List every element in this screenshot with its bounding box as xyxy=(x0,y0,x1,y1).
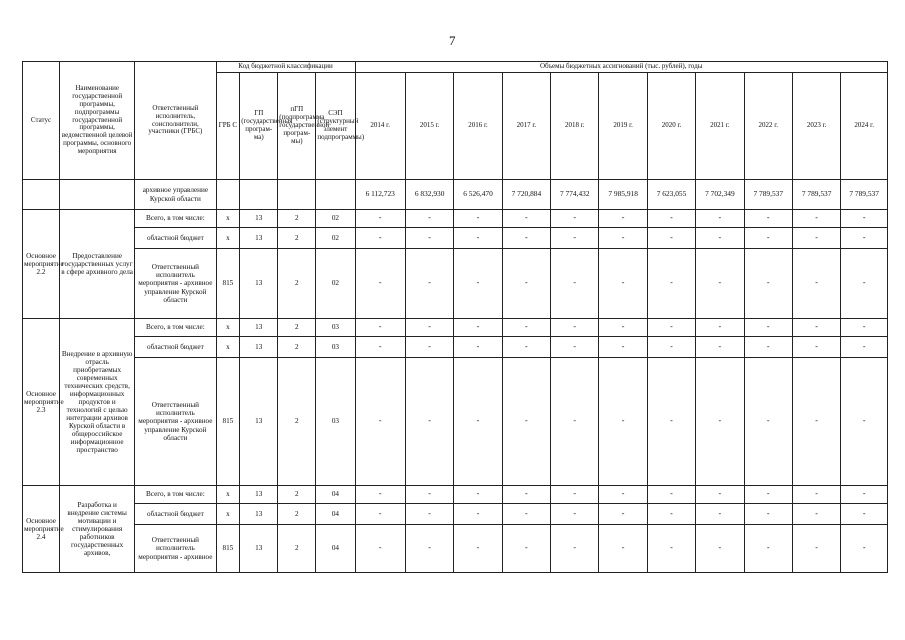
cell-value: - xyxy=(841,319,888,337)
cell-gp: 13 xyxy=(240,210,278,228)
cell-value: - xyxy=(454,486,502,504)
header-kbk: Код бюджетной классификации xyxy=(216,62,355,73)
cell-value: - xyxy=(696,210,744,228)
cell-name: Разработка и внедрение системы мотивации и стимулирования работников государственных архивов, xyxy=(60,486,135,573)
table-row xyxy=(23,337,888,358)
cell-value: - xyxy=(355,337,405,358)
cell-value: - xyxy=(454,337,502,358)
cell-pgp: 2 xyxy=(278,319,316,337)
table-row xyxy=(23,319,888,337)
table-row xyxy=(23,358,888,486)
cell-value: - xyxy=(696,525,744,573)
cell-value: - xyxy=(502,228,550,249)
cell-gp: 13 xyxy=(240,486,278,504)
cell-value: - xyxy=(792,486,840,504)
cell-value: - xyxy=(405,337,453,358)
cell-value: - xyxy=(841,210,888,228)
header-year: 2018 г. xyxy=(551,73,599,180)
header-year: 2023 г. xyxy=(792,73,840,180)
cell-value: - xyxy=(355,319,405,337)
cell-value: 7 720,884 xyxy=(502,180,550,210)
cell-status: Основное мероприятие 2.3 xyxy=(23,319,60,486)
cell-value: - xyxy=(841,525,888,573)
cell-value: 7 789,537 xyxy=(792,180,840,210)
table-row xyxy=(23,249,888,319)
cell-sep: 03 xyxy=(316,358,355,486)
table-row xyxy=(23,228,888,249)
cell-value: - xyxy=(502,504,550,525)
cell-pgp: 2 xyxy=(278,358,316,486)
cell-name: Предоставление государственных услуг в сфере архивного дела xyxy=(60,210,135,319)
cell-grbs: 815 xyxy=(216,358,240,486)
cell-value: - xyxy=(502,249,550,319)
cell-value: - xyxy=(744,319,792,337)
header-gp: ГП (государственная програм-ма) xyxy=(240,73,278,180)
cell-value: - xyxy=(696,486,744,504)
table-row xyxy=(23,504,888,525)
cell-value: - xyxy=(744,525,792,573)
cell xyxy=(23,180,60,210)
cell-value: - xyxy=(355,249,405,319)
cell-value: - xyxy=(647,525,695,573)
cell-pgp: 2 xyxy=(278,210,316,228)
cell-value: - xyxy=(355,504,405,525)
cell xyxy=(278,180,316,210)
header-name: Наименование государственной программы, подпрограммы государственной программы, ведомственной целевой программы, основного мероприятия xyxy=(60,62,135,180)
cell-value: - xyxy=(841,249,888,319)
cell-name: Внедрение в архивную отрасль приобретаемых современных технических средств, информационных продуктов и технологий с целью интеграции архивов Курской области в общероссийское информационное пространство xyxy=(60,319,135,486)
cell-value: - xyxy=(502,358,550,486)
cell-value: - xyxy=(355,358,405,486)
cell-value: - xyxy=(744,358,792,486)
cell-value: - xyxy=(454,319,502,337)
cell-value: - xyxy=(551,319,599,337)
cell-value: - xyxy=(502,525,550,573)
cell-grbs: x xyxy=(216,319,240,337)
cell-grbs: x xyxy=(216,210,240,228)
cell-grbs: x xyxy=(216,337,240,358)
cell-grbs: x xyxy=(216,486,240,504)
header-year: 2019 г. xyxy=(599,73,647,180)
cell-value: - xyxy=(647,210,695,228)
cell-executor: Ответственный исполнитель мероприятия - архивное управление Курской области xyxy=(135,249,216,319)
header-year: 2017 г. xyxy=(502,73,550,180)
header-year: 2022 г. xyxy=(744,73,792,180)
cell-grbs: 815 xyxy=(216,525,240,573)
cell xyxy=(316,180,355,210)
cell-sep: 02 xyxy=(316,210,355,228)
cell-value: 7 789,537 xyxy=(744,180,792,210)
cell-sep: 02 xyxy=(316,249,355,319)
page-number: 7 xyxy=(449,33,456,48)
cell-value: - xyxy=(696,504,744,525)
cell-value: 7 623,055 xyxy=(647,180,695,210)
cell xyxy=(216,180,240,210)
cell-sep: 04 xyxy=(316,504,355,525)
cell xyxy=(240,180,278,210)
cell-sep: 04 xyxy=(316,486,355,504)
cell-value: - xyxy=(599,319,647,337)
cell-value: - xyxy=(405,486,453,504)
cell-value: - xyxy=(599,358,647,486)
cell-value: - xyxy=(502,319,550,337)
header-year: 2015 г. xyxy=(405,73,453,180)
cell-value: - xyxy=(502,210,550,228)
cell-value: - xyxy=(454,504,502,525)
cell-value: - xyxy=(744,210,792,228)
cell-pgp: 2 xyxy=(278,228,316,249)
cell-value: - xyxy=(355,525,405,573)
cell-value: 7 702,349 xyxy=(696,180,744,210)
cell-value: - xyxy=(841,337,888,358)
cell-value: - xyxy=(647,358,695,486)
header-year: 2014 г. xyxy=(355,73,405,180)
header-sep: СЭП (структурный элемент подпрограммы) xyxy=(316,73,355,180)
cell-value: - xyxy=(792,249,840,319)
cell-executor: областной бюджет xyxy=(135,337,216,358)
cell-value: - xyxy=(647,337,695,358)
cell-pgp: 2 xyxy=(278,504,316,525)
cell-gp: 13 xyxy=(240,319,278,337)
cell-status: Основное мероприятие 2.2 xyxy=(23,210,60,319)
cell-sep: 02 xyxy=(316,228,355,249)
cell-value: - xyxy=(599,228,647,249)
cell-value: - xyxy=(551,504,599,525)
cell-value: - xyxy=(841,486,888,504)
cell-value: - xyxy=(841,504,888,525)
cell-value: - xyxy=(551,337,599,358)
cell-value: - xyxy=(551,358,599,486)
table-row xyxy=(23,486,888,504)
cell-grbs: 815 xyxy=(216,249,240,319)
header-year: 2016 г. xyxy=(454,73,502,180)
cell-value: 6 832,930 xyxy=(405,180,453,210)
header-pgp: пГП (подпрограмма государственной програм-мы) xyxy=(278,73,316,180)
cell-value: - xyxy=(405,525,453,573)
header-status: Статус xyxy=(23,62,60,180)
cell-gp: 13 xyxy=(240,337,278,358)
cell-executor: Всего, в том числе: xyxy=(135,210,216,228)
cell-value: - xyxy=(405,358,453,486)
cell-pgp: 2 xyxy=(278,249,316,319)
table-row xyxy=(23,180,888,210)
cell-value: - xyxy=(551,228,599,249)
cell-value: - xyxy=(792,228,840,249)
header-volumes: Объемы бюджетных ассигнований (тыс. рублей), годы xyxy=(355,62,888,73)
cell-value: 6 526,470 xyxy=(454,180,502,210)
cell-value: - xyxy=(454,525,502,573)
cell-value: - xyxy=(454,249,502,319)
header-grbs: ГРБ С xyxy=(216,73,240,180)
cell-executor: Всего, в том числе: xyxy=(135,319,216,337)
cell-value: - xyxy=(792,210,840,228)
cell-value: - xyxy=(744,249,792,319)
cell-value: - xyxy=(405,319,453,337)
cell-value: - xyxy=(599,486,647,504)
cell-grbs: x xyxy=(216,504,240,525)
cell-value: - xyxy=(792,358,840,486)
cell-sep: 04 xyxy=(316,525,355,573)
cell-executor: областной бюджет xyxy=(135,228,216,249)
budget-table xyxy=(22,61,888,573)
cell-executor: Всего, в том числе: xyxy=(135,486,216,504)
cell-grbs: x xyxy=(216,228,240,249)
cell-value: - xyxy=(551,525,599,573)
cell-value: - xyxy=(792,337,840,358)
cell-pgp: 2 xyxy=(278,337,316,358)
cell-executor: архивное управление Курской области xyxy=(135,180,216,210)
cell-executor: Ответственный исполнитель мероприятия - архивное управление Курской области xyxy=(135,358,216,486)
cell xyxy=(60,180,135,210)
table-row xyxy=(23,210,888,228)
cell-value: - xyxy=(551,249,599,319)
cell-value: - xyxy=(647,228,695,249)
cell-value: - xyxy=(599,525,647,573)
cell-value: 7 985,918 xyxy=(599,180,647,210)
cell-value: - xyxy=(744,228,792,249)
cell-value: - xyxy=(696,228,744,249)
cell-value: - xyxy=(744,486,792,504)
cell-value: - xyxy=(599,210,647,228)
cell-value: - xyxy=(647,486,695,504)
cell-value: - xyxy=(647,504,695,525)
cell-value: - xyxy=(355,210,405,228)
cell-value: - xyxy=(551,486,599,504)
cell-value: - xyxy=(696,358,744,486)
header-year: 2020 г. xyxy=(647,73,695,180)
cell-executor: Ответственный исполнитель мероприятия - архивное xyxy=(135,525,216,573)
cell-value: - xyxy=(405,228,453,249)
table-row xyxy=(23,525,888,573)
cell-value: - xyxy=(599,249,647,319)
cell-value: - xyxy=(454,228,502,249)
cell-value: - xyxy=(405,249,453,319)
cell-value: - xyxy=(454,358,502,486)
cell-value: - xyxy=(841,358,888,486)
cell-value: - xyxy=(355,228,405,249)
cell-value: 7 789,537 xyxy=(841,180,888,210)
cell-status: Основное мероприятие 2.4 xyxy=(23,486,60,573)
cell-pgp: 2 xyxy=(278,486,316,504)
cell-value: 7 774,432 xyxy=(551,180,599,210)
cell-value: - xyxy=(502,337,550,358)
cell-value: - xyxy=(744,504,792,525)
header-executor: Ответственный исполнитель, соисполнители, участники (ГРБС) xyxy=(135,62,216,180)
cell-gp: 13 xyxy=(240,358,278,486)
cell-value: - xyxy=(355,486,405,504)
cell-value: - xyxy=(647,319,695,337)
cell-value: - xyxy=(454,210,502,228)
cell-value: - xyxy=(405,504,453,525)
cell-value: - xyxy=(696,319,744,337)
cell-value: - xyxy=(841,228,888,249)
cell-value: - xyxy=(696,337,744,358)
cell-value: 6 112,723 xyxy=(355,180,405,210)
cell-gp: 13 xyxy=(240,228,278,249)
header-year: 2021 г. xyxy=(696,73,744,180)
cell-value: - xyxy=(792,525,840,573)
cell-value: - xyxy=(792,504,840,525)
cell-value: - xyxy=(599,504,647,525)
cell-value: - xyxy=(502,486,550,504)
cell-gp: 13 xyxy=(240,504,278,525)
cell-sep: 03 xyxy=(316,319,355,337)
cell-value: - xyxy=(744,337,792,358)
cell-gp: 13 xyxy=(240,525,278,573)
cell-value: - xyxy=(647,249,695,319)
cell-gp: 13 xyxy=(240,249,278,319)
cell-value: - xyxy=(551,210,599,228)
cell-executor: областной бюджет xyxy=(135,504,216,525)
header-year: 2024 г. xyxy=(841,73,888,180)
cell-value: - xyxy=(792,319,840,337)
cell-pgp: 2 xyxy=(278,525,316,573)
cell-value: - xyxy=(599,337,647,358)
cell-value: - xyxy=(405,210,453,228)
cell-value: - xyxy=(696,249,744,319)
cell-sep: 03 xyxy=(316,337,355,358)
